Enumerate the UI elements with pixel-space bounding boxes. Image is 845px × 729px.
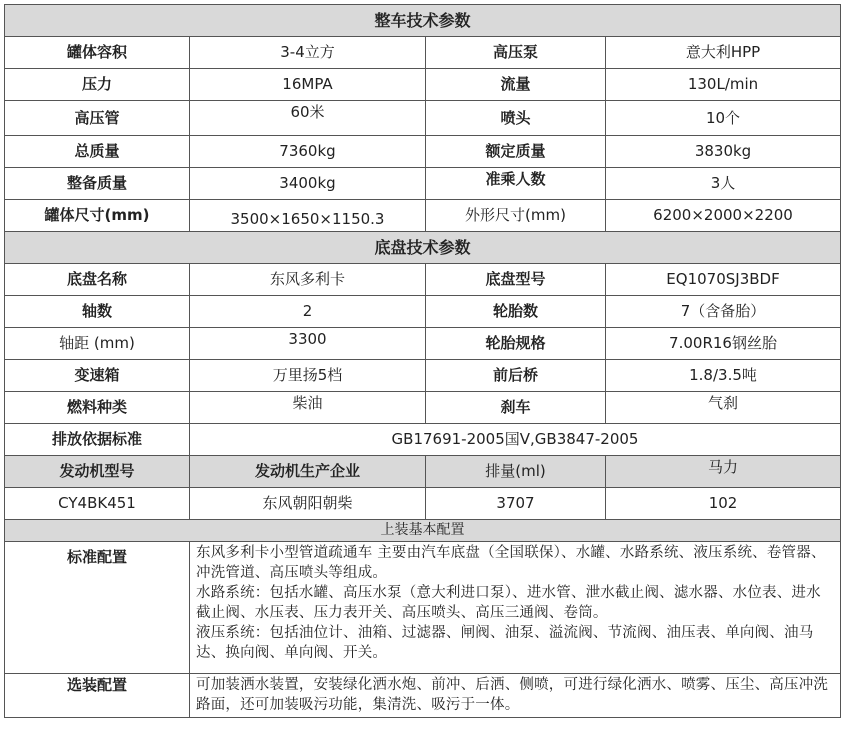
- spec-table: [4, 4, 841, 718]
- param-label: 高压管: [5, 101, 190, 136]
- param-label: 罐体尺寸(mm): [5, 200, 190, 232]
- param-label: 前后桥: [426, 360, 606, 392]
- param-label: 压力: [5, 69, 190, 101]
- table-row: [5, 328, 841, 360]
- engine-displacement-value: 3707: [426, 488, 606, 520]
- param-value: 1.8/3.5吨: [606, 360, 841, 392]
- table-row: [5, 392, 841, 424]
- section-header-upper: [5, 520, 841, 542]
- table-row: [5, 37, 841, 69]
- param-value: 万里扬5档: [190, 360, 426, 392]
- table-row: [5, 200, 841, 232]
- table-row: [5, 360, 841, 392]
- param-label: 刹车: [426, 392, 606, 424]
- param-label: 准乘人数: [426, 168, 606, 200]
- param-value: 10个: [606, 101, 841, 136]
- engine-model-value: CY4BK451: [5, 488, 190, 520]
- engine-header-row: [5, 456, 841, 488]
- param-value: 7（含备胎）: [606, 296, 841, 328]
- param-label: 额定质量: [426, 136, 606, 168]
- emission-value: GB17691-2005国Ⅴ,GB3847-2005: [190, 424, 841, 456]
- standard-config-text: [190, 542, 841, 674]
- param-value: 3-4立方: [190, 37, 426, 69]
- engine-maker-header: 发动机生产企业: [190, 456, 426, 488]
- param-value: 7.00R16钢丝胎: [606, 328, 841, 360]
- param-value: 意大利HPP: [606, 37, 841, 69]
- section-title-upper: 上装基本配置: [5, 520, 841, 542]
- section-header-chassis: [5, 232, 841, 264]
- water-system-paragraph: 水路系统：包括水罐、高压水泵（意大利进口泵）、进水管、泄水截止阀、滤水器、水位表、进水截止阀、水压表、压力表开关、高压喷头、高压三通阀、卷筒。: [196, 585, 821, 621]
- param-value: 气刹: [606, 392, 841, 424]
- param-label: 底盘名称: [5, 264, 190, 296]
- engine-power-header: 马力: [606, 456, 841, 488]
- param-value: 3830kg: [606, 136, 841, 168]
- param-label: 轴距 (mm): [5, 328, 190, 360]
- engine-maker-value: 东风朝阳朝柴: [190, 488, 426, 520]
- param-value: 3500×1650×1150.3: [190, 200, 426, 232]
- table-row: [5, 136, 841, 168]
- optional-config-row: [5, 674, 841, 718]
- param-value: 东风多利卡: [190, 264, 426, 296]
- engine-model-header: 发动机型号: [5, 456, 190, 488]
- param-label: 总质量: [5, 136, 190, 168]
- table-row: [5, 264, 841, 296]
- param-value: 130L/min: [606, 69, 841, 101]
- optional-config-label: 选装配置: [5, 674, 190, 718]
- param-value: EQ1070SJ3BDF: [606, 264, 841, 296]
- optional-config-text: 可加装洒水装置，安装绿化洒水炮、前冲、后洒、侧喷，可进行绿化洒水、喷雾、压尘、高压冲洗路面，还可加装吸污功能，集清洗、吸污于一体。: [190, 674, 841, 718]
- param-value: 3300: [190, 328, 426, 360]
- standard-config-label: 标准配置: [5, 542, 190, 674]
- engine-value-row: [5, 488, 841, 520]
- emission-row: [5, 424, 841, 456]
- emission-label: 排放依据标准: [5, 424, 190, 456]
- engine-displacement-header: 排量(ml): [426, 456, 606, 488]
- section-title-vehicle: 整车技术参数: [5, 5, 841, 37]
- engine-power-value: 102: [606, 488, 841, 520]
- param-value: 16MPA: [190, 69, 426, 101]
- param-label: 燃料种类: [5, 392, 190, 424]
- standard-config-paragraph: 东风多利卡小型管道疏通车 主要由汽车底盘（全国联保）、水罐、水路系统、液压系统、卷管器、冲洗管道、高压喷头等组成。: [196, 545, 826, 581]
- standard-config-row: [5, 542, 841, 674]
- param-label: 罐体容积: [5, 37, 190, 69]
- table-row: [5, 69, 841, 101]
- hydraulic-system-paragraph: 液压系统：包括油位计、油箱、过滤器、闸阀、油泵、溢流阀、节流阀、油压表、单向阀、油马达、换向阀、单向阀、开关。: [196, 625, 814, 661]
- param-value: 6200×2000×2200: [606, 200, 841, 232]
- param-label: 外形尺寸(mm): [426, 200, 606, 232]
- param-label: 流量: [426, 69, 606, 101]
- param-label: 高压泵: [426, 37, 606, 69]
- param-value: 3人: [606, 168, 841, 200]
- param-value: 7360kg: [190, 136, 426, 168]
- table-row: [5, 296, 841, 328]
- section-header-vehicle: [5, 5, 841, 37]
- param-label: 轮胎数: [426, 296, 606, 328]
- param-value: 2: [190, 296, 426, 328]
- param-value: 柴油: [190, 392, 426, 424]
- param-value: 3400kg: [190, 168, 426, 200]
- param-label: 轮胎规格: [426, 328, 606, 360]
- param-label: 喷头: [426, 101, 606, 136]
- param-label: 底盘型号: [426, 264, 606, 296]
- param-value: 60米: [190, 101, 426, 136]
- param-label: 变速箱: [5, 360, 190, 392]
- param-label: 轴数: [5, 296, 190, 328]
- section-title-chassis: 底盘技术参数: [5, 232, 841, 264]
- table-row: [5, 101, 841, 136]
- param-label: 整备质量: [5, 168, 190, 200]
- table-row: [5, 168, 841, 200]
